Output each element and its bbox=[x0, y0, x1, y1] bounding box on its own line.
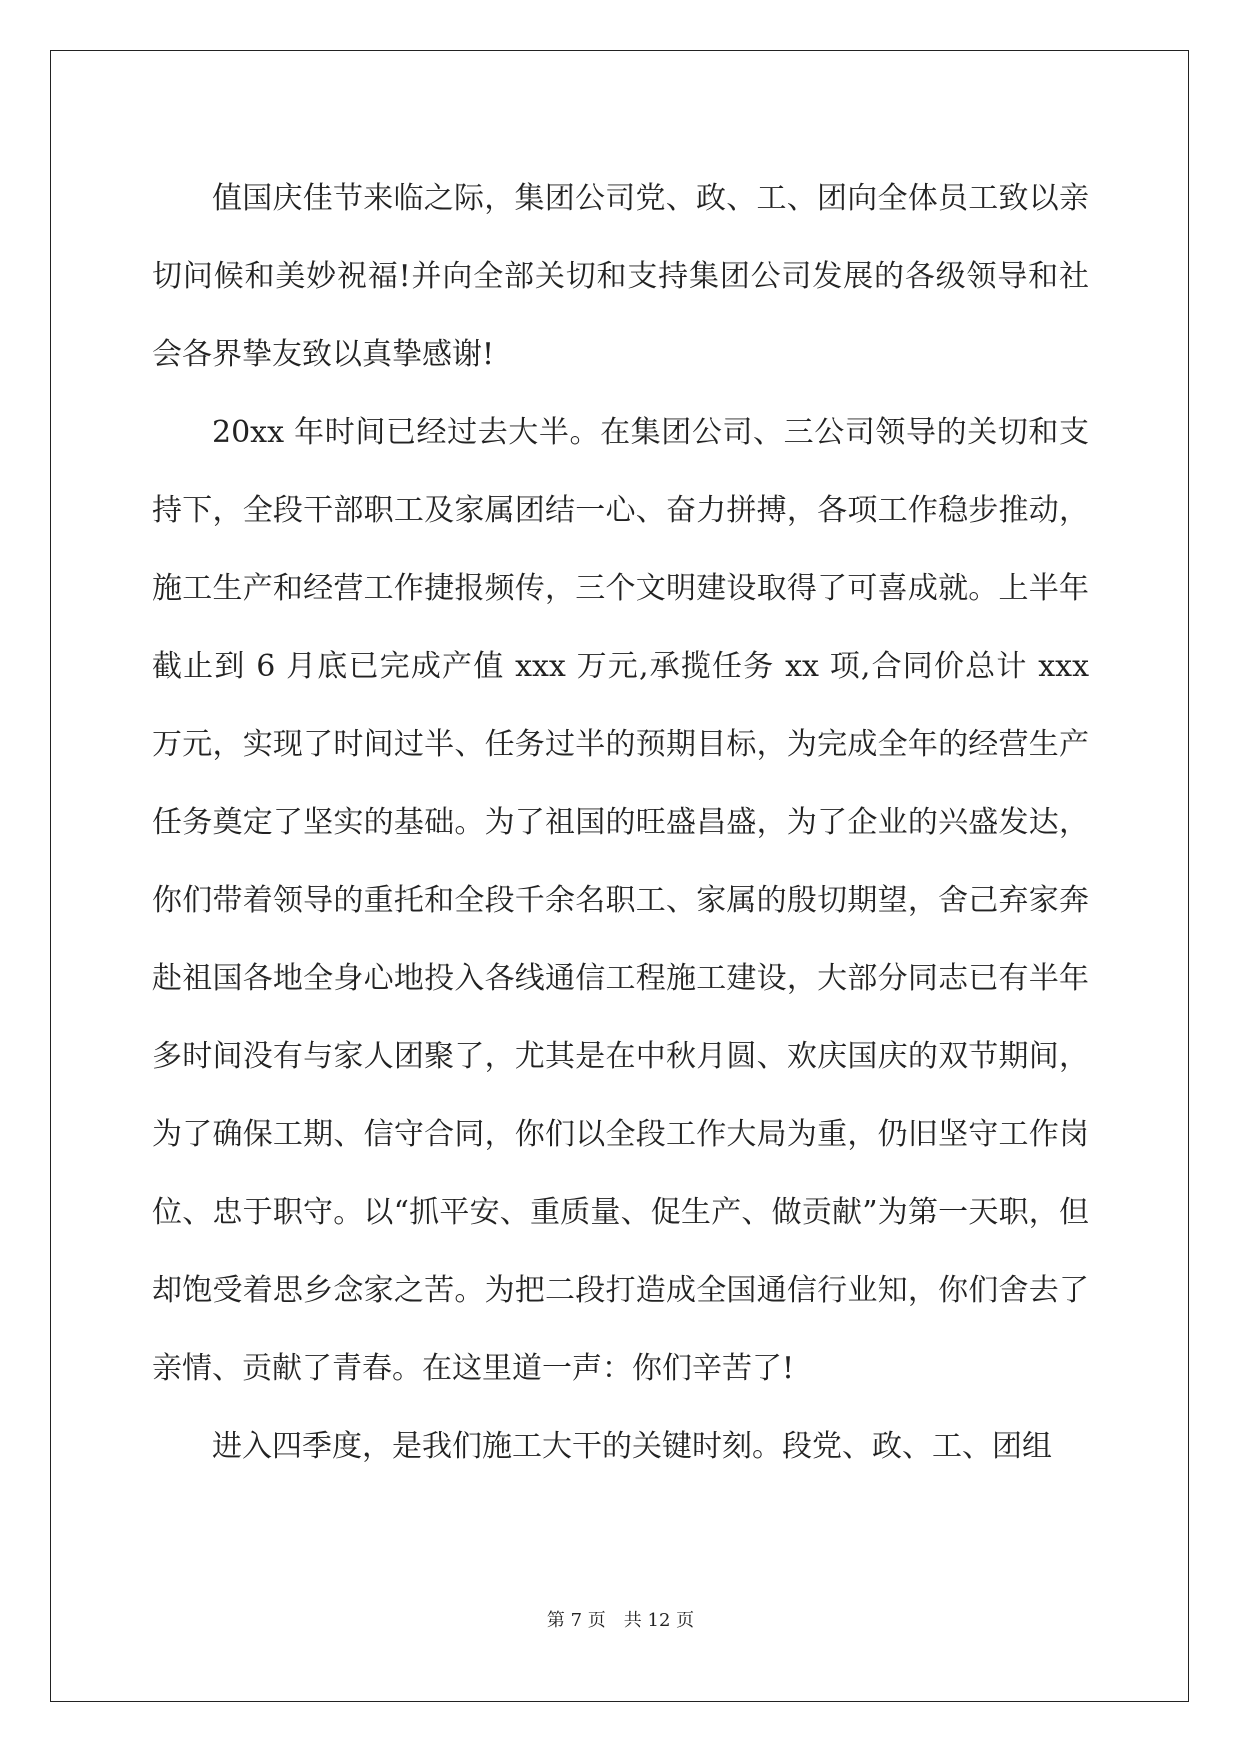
paragraph-1: 值国庆佳节来临之际，集团公司党、政、工、团向全体员工致以亲切问候和美妙祝福!并向全部关切和支持集团公司发展的各级领导和社会各界挚友致以真挚感谢! bbox=[152, 181, 1089, 372]
document-body bbox=[152, 160, 1089, 1486]
page-number: 第 7 页 共 12 页 bbox=[546, 1610, 695, 1631]
paragraph-2: 20xx 年时间已经过去大半。在集团公司、三公司领导的关切和支持下，全段干部职工及家属团结一心、奋力拼搏，各项工作稳步推动，施工生产和经营工作捷报频传，三个文明建设取得了可喜成就。上半年截止到 6 月底已完成产值 xxx 万元,承揽任务 xx 项,合同价总计 xxx 万元，实现了时间过半、任务过半的预期目标，为完成全年的经营生产任务奠定了坚实的基础。为了祖国的旺盛昌盛，为了企业的兴盛发达，你们带着领导的重托和全段千余名职工、家属的殷切期望，舍己弃家奔赴祖国各地全身心地投入各线通信工程施工建设，大部分同志已有半年多时间没有与家人团聚了，尤其是在中秋月圆、欢庆国庆的双节期间，为了确保工期、信守合同，你们以全段工作大局为重，仍旧坚守工作岗位、忠于职守。以“抓平安、重质量、促生产、做贡献”为第一天职，但却饱受着思乡念家之苦。为把二段打造成全国通信行业知，你们舍去了亲情、贡献了青春。在这里道一声：你们辛苦了! bbox=[152, 415, 1089, 1386]
paragraph-3: 进入四季度，是我们施工大干的关键时刻。段党、政、工、团组 bbox=[212, 1429, 1052, 1464]
